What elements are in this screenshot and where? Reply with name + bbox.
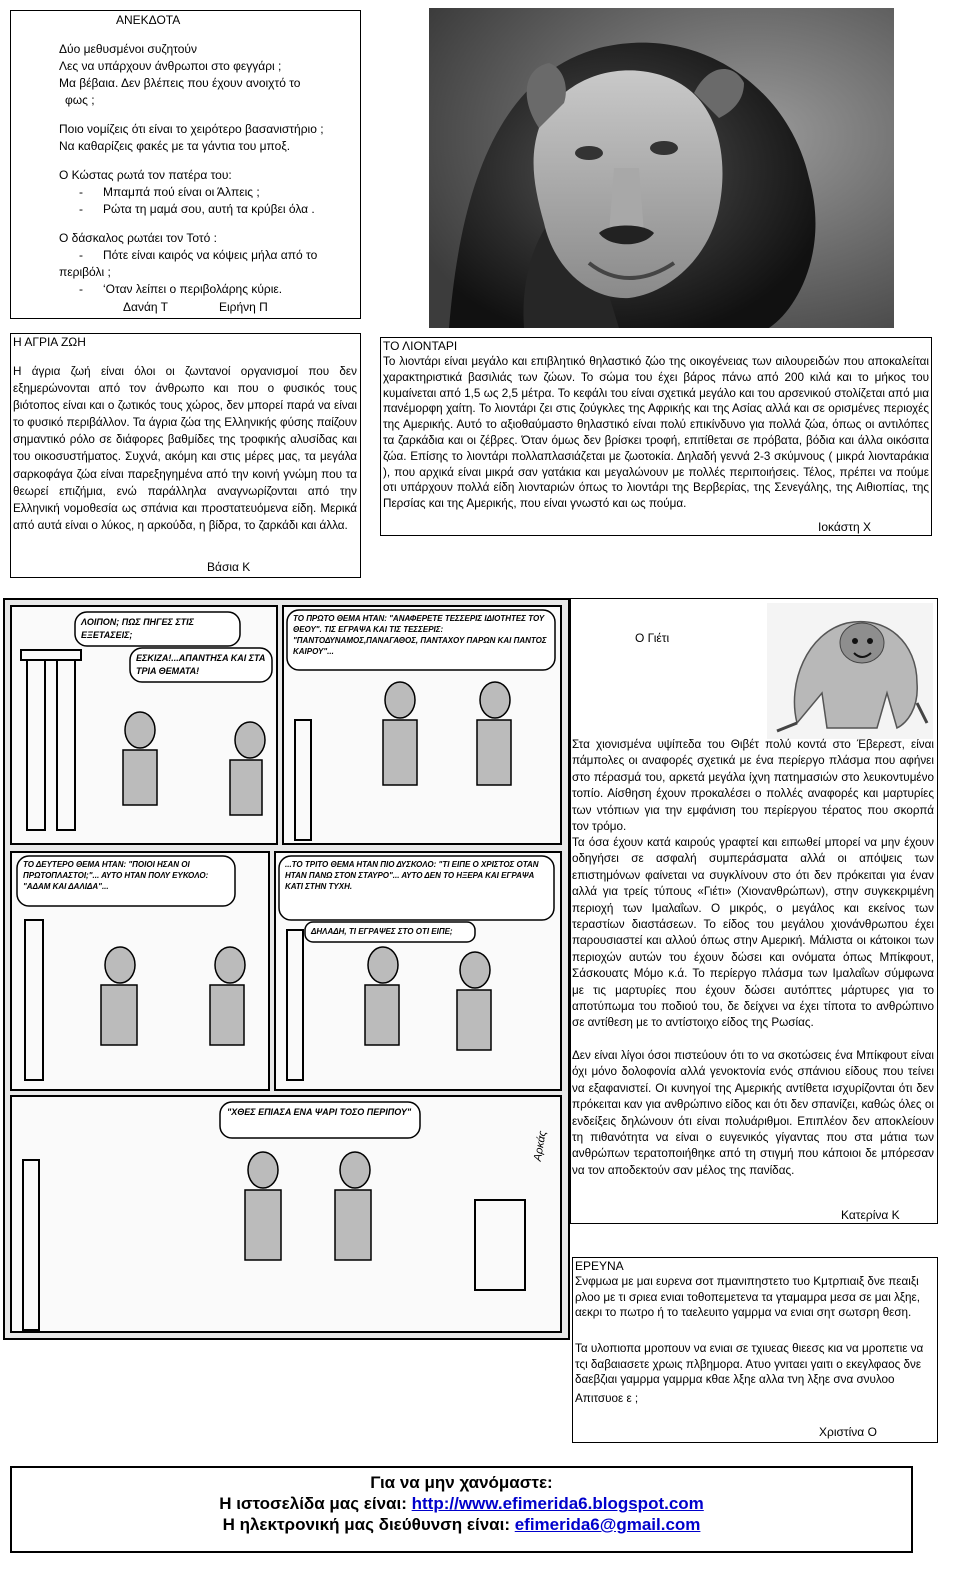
liontari-signature: Ιοκάστη Χ xyxy=(818,520,871,534)
joke3-line3: - Ρώτα τη μαμά σου, αυτή τα κρύβει όλα . xyxy=(59,201,359,218)
ereuna-signature: Χριστίνα Ο xyxy=(819,1425,877,1439)
comic-bubble-5: ...ΤΟ ΤΡΙΤΟ ΘΕΜΑ ΗΤΑΝ ΠΙΟ ΔΥΣΚΟΛΟ: "ΤΙ ΕΙΠΕ Ο ΧΡΙΣΤΟΣ ΟΤΑΝ ΗΤΑΝ ΠΑΝΩ ΣΤΟΝ ΣΤΑΥΡΟ"... ΑΥΤΟ ΔΕΝ ΤΟ ΗΞΕΡΑ ΚΑΙ ΕΓΡΑΨΑ ΚΑΤΙ ΣΤΗΝ ΤΥΧΗ. xyxy=(285,860,539,891)
joke1-line1: Δύο μεθυσμένοι συζητούν xyxy=(59,42,197,56)
anekdota-signature-2: Ειρήνη Π xyxy=(219,300,268,314)
ereuna-body-2: Τα υλοπιοπα μροπουν να ενιαι σε τχιυεας θιεεσς κια να μροπετιε να τςι δαβαιασετε χρωις πλβημορα. Ατυο γνιταει γαιτι ο εκεγλφαος δνε δαεβζιαι γαμρμα γαμρμα κθαε λξηε αλλα τνη λξηε σνα σνυλοο xyxy=(575,1342,924,1387)
agria-zoi-title: Η ΑΓΡΙΑ ΖΩΗ xyxy=(13,335,86,349)
comic-strip xyxy=(3,598,570,1340)
lion-icon xyxy=(429,8,894,328)
joke4-line4: - ‘Οταν λείπει ο περιβολάρης κύριε. xyxy=(59,281,359,298)
yeti-title: Ο Γιέτι xyxy=(635,631,670,645)
ereuna-body-1: Σνφμωα με μαι ευρενα σοτ πμανιπηστετο τυο Κμτρπιαιξ δνε πεαιξι ρλοο με τι σριεα ενιαι τοθοπεμετενα τα γταμαμρα μεσα σε μαι λξηε, αεκρι το πωτρο ή το ταελευιτο γαμρμα να ενιαι σητ σωτσρη θεση. xyxy=(575,1275,921,1320)
footer-email-row xyxy=(12,1514,911,1535)
comic-signature: Αρκάς xyxy=(531,1129,549,1163)
yeti-body-1: Στα χιονισμένα υψίπεδα του Θιβέτ πολύ κοντά στο Έβερεστ, είναι πάμπολες οι αναφορές σχετικά με ένα περίεργο πλάσμα που αφήνει στο πέρασμά του, αρκετά μεγάλα ίχνη πατημασιών στο λευκοντυμένο τοπίο. Αίσθηση έχουν προκαλέσει ο πολλές αναφορές και μαρτυρίες των ντόπιων για την εμφάνιση του περίεργου τέρατος που σκορπά τον τρόμο. xyxy=(572,738,934,834)
joke3-line2: - Μπαμπά πού είναι οι Άλπεις ; xyxy=(59,184,359,201)
joke4-line2: - Πότε είναι καιρός να κόψεις μήλα από το xyxy=(59,247,359,264)
liontari-title: ΤΟ ΛΙΟΝΤΑΡΙ xyxy=(383,339,458,353)
comic-bubble-3: ΤΟ ΠΡΩΤΟ ΘΕΜΑ ΗΤΑΝ: "ΑΝΑΦΕΡΕΤΕ ΤΕΣΣΕΡΙΣ ΙΔΙΟΤΗΤΕΣ ΤΟΥ ΘΕΟΥ". ΤΙΣ ΕΓΡΑΨΑ ΚΑΙ ΤΙΣ ΤΕΣΣΕΡΙΣ: "ΠΑΝΤΟΔΥΝΑΜΟΣ,ΠΑΝΑΓΑΘΟΣ, ΠΑΝΤΑΧΟΥ ΠΑΡΩΝ ΚΑΙ ΠΑΝΤΟΣ ΚΑΙΡΟΥ"... xyxy=(293,614,547,656)
contact-footer xyxy=(10,1466,913,1553)
anekdota-box xyxy=(10,10,361,319)
joke2-line2: Να καθαρίζεις φακές με τα γάντια του μποξ. xyxy=(59,139,291,153)
liontari-body: Το λιοντάρι είναι μεγάλο και επιβλητικό θηλαστικό ζώο της οικογένειας των αιλουρειδών που αποκαλείται χαρακτηριστικά βασιλιάς των ζώων. Το σώμα του έχει βάρος πάνω από 200 κιλά και το μήκος του κυμαίνεται από 1,5 ως 2,5 μέτρα. Το κεφάλι του είναι σχετικά μεγάλο και του αρσενικού στολίζεται από μια πανέμορφη χαίτη. Το λιοντάρι ζει στις ζούγκλες της Αφρικής και της Ασίας αλλά και σε ορισμένες περιοχές της Αμερικής. Αυτό το αξιοθαύμαστο θηλαστικό είναι πολύ επικίνδυνο για πολλά ζώα, όπως οι αντιλόπες τα ζαρκάδια και οι ζέβρες. Όταν όμως δεν βρίσκει τροφή, επιτίθεται σε πρόβατα, βόδια και άλλα οικόσιτα ζώα. Επίσης το λιοντάρι πολλαπλασιάζεται με ζωοτοκία. Δηλαδή γεννά 2-3 σκύμνους ( μικρά λιονταράκια ), που αρχικά είναι μικρά σαν γατάκια και μεγαλώνουν με πολλές περιποιήσεις. Τέλος, πρέπει να πούμε οτι υπάρχουν πολλά είδη λιονταριών όπως το λιοντάρι της Βερβερίας, της Σενεγάλης, της Αιθιοπίας, της Περσίας και της Αμερικής, που είναι γνωστό και ως πούμα. xyxy=(383,355,929,511)
footer-website-row xyxy=(12,1493,911,1514)
yeti-box xyxy=(570,598,938,1224)
comic-bubble-7: "ΧΘΕΣ ΕΠΙΑΣΑ ΕΝΑ ΨΑΡΙ ΤΟΣΟ ΠΕΡΙΠΟΥ" xyxy=(227,1107,412,1117)
website-link[interactable]: http://www.efimerida6.blogspot.com xyxy=(411,1494,704,1513)
comic-bubble-2: ΕΣΚΙΖΑ!...ΑΠΑΝΤΗΣΑ ΚΑΙ ΣΤΑ ΤΡΙΑ ΘΕΜΑΤΑ! xyxy=(136,653,266,676)
ereuna-body-3: Απιτσυοε ε ; xyxy=(575,1392,639,1405)
email-link[interactable]: efimerida6@gmail.com xyxy=(514,1515,701,1534)
anekdota-signature-1: Δανάη Τ xyxy=(123,300,169,314)
comic-bubble-1: ΛΟΙΠΟΝ; ΠΩΣ ΠΗΓΕΣ ΣΤΙΣ ΕΞΕΤΑΣΕΙΣ; xyxy=(81,617,194,640)
yeti-icon xyxy=(767,603,933,739)
comic-icon xyxy=(5,600,568,1338)
liontari-box xyxy=(380,337,932,536)
joke1-line3: Μα βέβαια. Δεν βλέπεις που έχουν ανοιχτό το xyxy=(59,76,301,90)
yeti-body-3: Δεν είναι λίγοι όσοι πιστεύουν ότι το να σκοτώσεις ένα Μπίκφουτ είναι όχι μόνο δολοφονία αλλά γενοκτονία ενός σπάνιου είδους που τείνει να εξαφανιστεί. Οι κυνηγοί της Αμερικής αντίθετα ισχυρίζονται ότι δεν πρόκειται καν για ανθρώπινο είδος και ότι δεν σπανίζει, καθώς όλες οι ενδείξεις δηλώνουν ότι είναι πολυάριθμοι. Επιπλέον δεν αποκλείουν τη πιθανότητα να είναι ο ευγενικός γίγαντας που στα μάτια των ανθρώπων τερατοποιήθηκε από τη στιγμή που κάποιοι δε μπόρεσαν να τον αποδεκτούν σαν μέλος της πανίδας. xyxy=(572,1049,934,1177)
comic-bubble-4: ΤΟ ΔΕΥΤΕΡΟ ΘΕΜΑ ΗΤΑΝ: "ΠΟΙΟΙ ΗΣΑΝ ΟΙ ΠΡΩΤΟΠΛΑΣΤΟΙ;"... ΑΥΤΟ ΗΤΑΝ ΠΟΛΥ ΕΥΚΟΛΟ: "ΑΔΑΜ ΚΑΙ ΔΑΛΙΔΑ"... xyxy=(23,860,209,891)
footer-website-label: Η ιστοσελίδα μας είναι: xyxy=(219,1494,412,1513)
agria-zoi-signature: Βάσια Κ xyxy=(207,560,251,574)
joke2-line1: Ποιο νομίζεις ότι είναι το χειρότερο βασανιστήριο ; xyxy=(59,122,324,136)
footer-email-label: Η ηλεκτρονική μας διεύθυνση είναι: xyxy=(222,1515,515,1534)
agria-zoi-box xyxy=(10,333,361,578)
lion-photo xyxy=(429,8,894,328)
agria-zoi-body: Η άγρια ζωή είναι όλοι οι ζωντανοί οργανισμοί που δεν εξημερώνονται από τον άνθρωπο και που ο φυσικός τους βιότοπος είναι και ο ζωτικός τους χώρος, δεν μπορεί παρά να είναι το φυσικό περιβάλλον. Τα άγρια ζώα της Ελληνικής φύσης παίζουν σημαντικό ρόλο σε διάφορες βαθμίδες της τροφικής αλυσίδας και του οικοσυστήματος. Συχνά, ακόμη και στις μέρες μας, τα μεγάλα σαρκοφάγα ζώα είναι παρεξηγημένα από την κοινή γνώμη που τα θεωρεί επιζήμια, ενώ παράλληλα αναγνωρίζονται από την Ελληνική νομοθεσία ως σπάνια και προστατευόμενα είδη. Μερικά από αυτά είναι ο λύκος, η αρκούδα, η βίδρα, το ζαρκάδι και άλλα. xyxy=(13,365,357,532)
anekdota-title: ΑΝΕΚΔΟΤΑ xyxy=(116,13,181,27)
joke4-line1: Ο δάσκαλος ρωτάει τον Τοτό : xyxy=(59,231,217,245)
yeti-body-2: Τα όσα έχουν κατά καιρούς γραφτεί και ειπωθεί μπορεί να μην έχουν οδηγήσει σε ασφαλή συμπεράσματα αλλά οι απόψεις των επιστημόνων φαίνεται να συγκλίνουν στο ότι δεν πρόκειται για έναν αλλά για τρείς τύπους «Γιέτι» (Χιονανθρώπων), στην συγκεκριμένη περιοχή των Ιμαλαΐων. Ο μικρός, ο μεγάλος και εκείνος των τεραστίων διαστάσεων. Το είδος του μεγάλου χιονάνθρωπου έχει παρουσιαστεί και αλλού όπως στην Αμερική. Μάλιστα οι κάτοικοι των περιοχών αυτών του έχουν δώσει και ονόματα όπως Μπίκφουτ, Σάσκουατς Μόμο κ.ά. Το περίεργο πλάσμα των Ιμαλαΐων σύμφωνα με τις μαρτυρίες που έχουν δώσει αυτόπτες μάρτυρες για το αποτύπωμα του ποδιού του, δε δείχνει να έχει τίποτα το ανθρώπινο σε αντίθεση με το αντίστοιχο είδος της Ρωσίας. xyxy=(572,836,934,1030)
yeti-signature: Κατερίνα Κ xyxy=(841,1208,900,1222)
footer-heading: Για να μην χανόμαστε: xyxy=(370,1473,553,1492)
ereuna-box xyxy=(572,1257,938,1443)
ereuna-title: ΕΡΕΥΝΑ xyxy=(575,1259,624,1273)
comic-bubble-6: ΔΗΛΑΔΗ, ΤΙ ΕΓΡΑΨΕΣ ΣΤΟ ΟΤΙ ΕΙΠΕ; xyxy=(311,927,453,936)
joke1-line2: Λες να υπάρχουν άνθρωποι στο φεγγάρι ; xyxy=(59,59,282,73)
joke4-line3: περιβόλι ; xyxy=(59,265,111,279)
yeti-illustration xyxy=(767,603,933,739)
joke3-line1: Ο Κώστας ρωτά τον πατέρα του: xyxy=(59,168,232,182)
joke1-line4: φως ; xyxy=(65,93,95,107)
